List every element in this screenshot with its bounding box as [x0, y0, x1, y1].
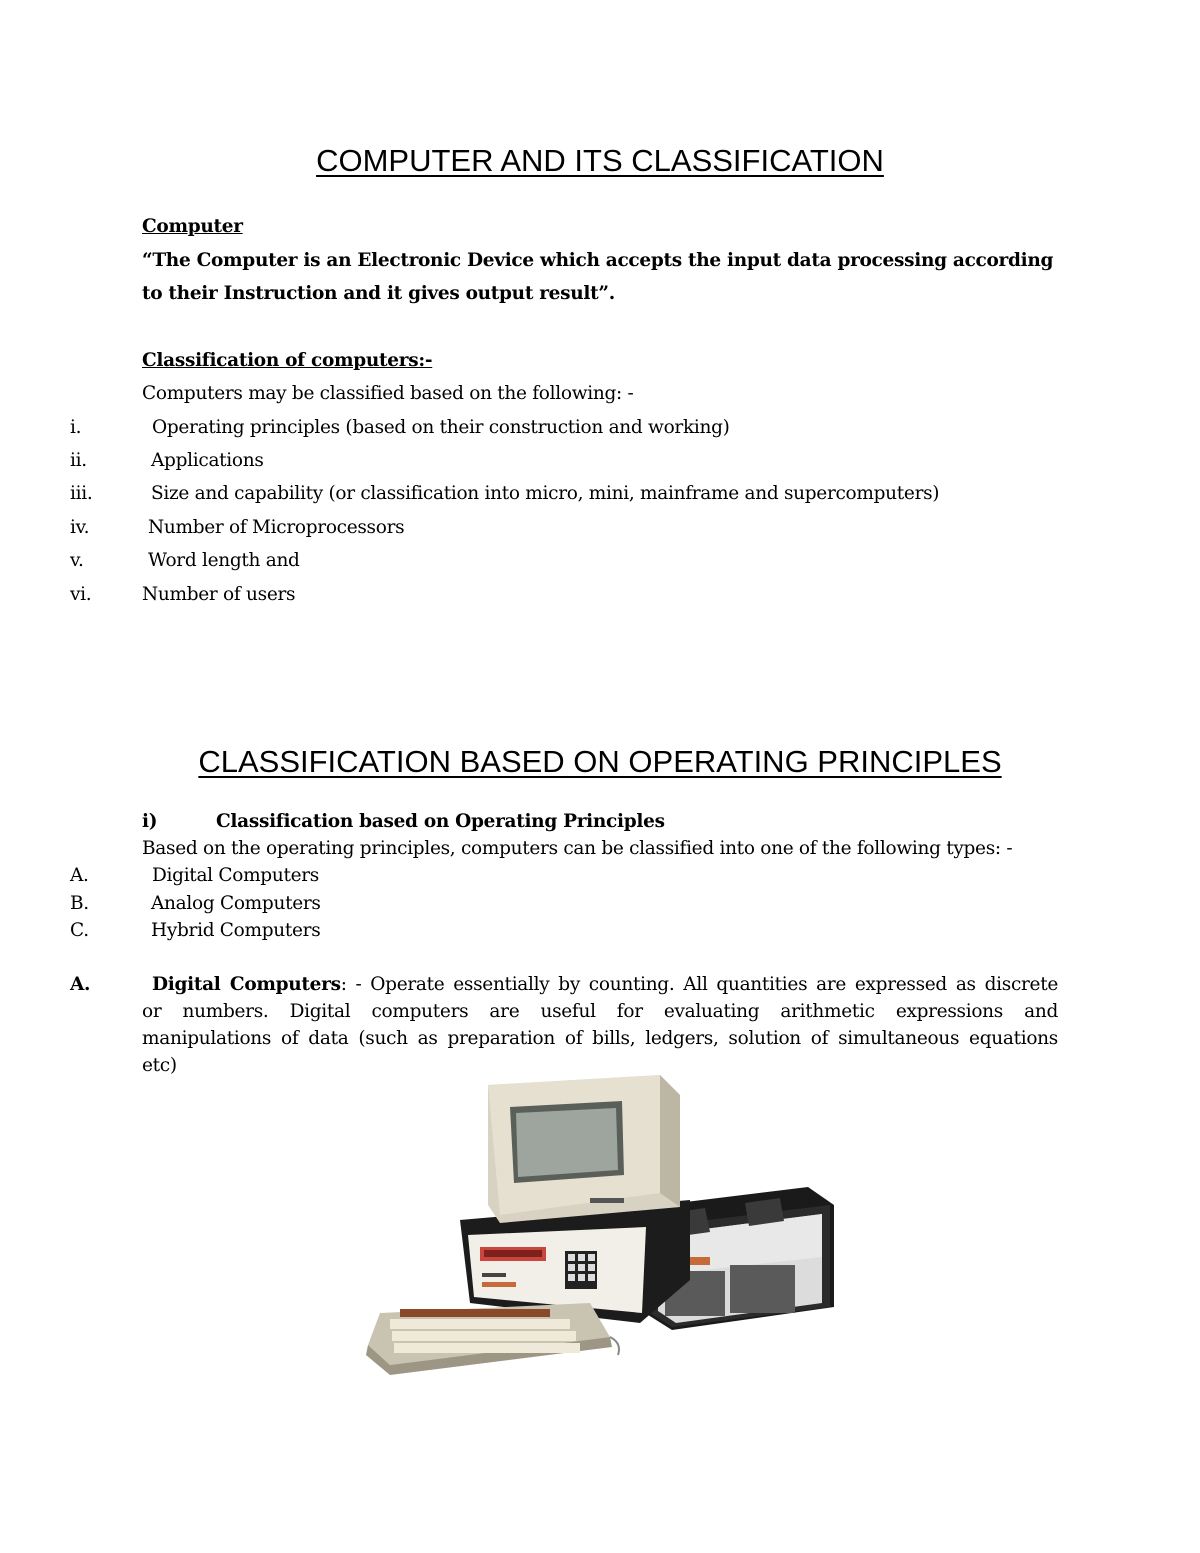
section-title: CLASSIFICATION BASED ON OPERATING PRINCIPLES: [198, 744, 1002, 779]
paragraph-line-2-wrap: [142, 1001, 1058, 1022]
list-marker: iv.: [70, 517, 90, 538]
page-title: COMPUTER AND ITS CLASSIFICATION: [316, 143, 884, 178]
list-marker: ii.: [70, 450, 87, 471]
list-marker: vi.: [70, 584, 92, 605]
list-marker: C.: [70, 920, 89, 941]
paragraph-line-2: or numbers. Digital computers are useful for evaluating arithmetic expressions and: [142, 1001, 1058, 1022]
paragraph-line-1: [152, 974, 1058, 995]
list-marker: B.: [70, 893, 89, 914]
list-item: Number of users: [142, 584, 296, 605]
classification-heading: Classification of computers:-: [142, 350, 433, 371]
subsection-marker: i): [142, 811, 158, 832]
list-item: Applications: [151, 450, 264, 471]
list-item: Digital Computers: [152, 865, 319, 886]
list-marker: A.: [70, 865, 89, 886]
subsection-heading: Classification based on Operating Principles: [216, 811, 665, 832]
list-item: Analog Computers: [151, 893, 321, 914]
list-marker: iii.: [70, 483, 93, 504]
paragraph-line-1-text: : - Operate essentially by counting. All quantities are expressed as discrete: [340, 974, 1058, 995]
paragraph-line-3: manipulations of data (such as preparation of bills, ledgers, solution of simultaneous equations: [142, 1028, 1058, 1049]
definition-line-1: “The Computer is an Electronic Device which accepts the input data processing according: [142, 250, 1054, 271]
paragraph-line-3-wrap: [142, 1028, 1058, 1049]
subsection-intro: Based on the operating principles, computers can be classified into one of the following types: -: [142, 838, 1013, 859]
digital-computers-term: Digital Computers: [152, 974, 341, 995]
list-marker: v.: [70, 550, 84, 571]
list-item: Size and capability (or classification into micro, mini, mainframe and supercomputers): [151, 483, 940, 504]
list-item: Hybrid Computers: [151, 920, 321, 941]
vintage-computer-icon: [360, 1075, 840, 1375]
computer-heading: Computer: [142, 216, 243, 237]
list-marker: i.: [70, 417, 82, 438]
classification-intro: Computers may be classified based on the following: -: [142, 383, 634, 404]
list-item: Operating principles (based on their construction and working): [152, 417, 730, 438]
keyboard: [366, 1303, 619, 1375]
paragraph-marker: A.: [70, 974, 91, 995]
list-item: Word length and: [148, 550, 300, 571]
crt-monitor: [488, 1075, 680, 1223]
list-item: Number of Microprocessors: [148, 517, 405, 538]
definition-line-2: to their Instruction and it gives output result”.: [142, 283, 615, 304]
paragraph-line-4: etc): [142, 1055, 177, 1076]
